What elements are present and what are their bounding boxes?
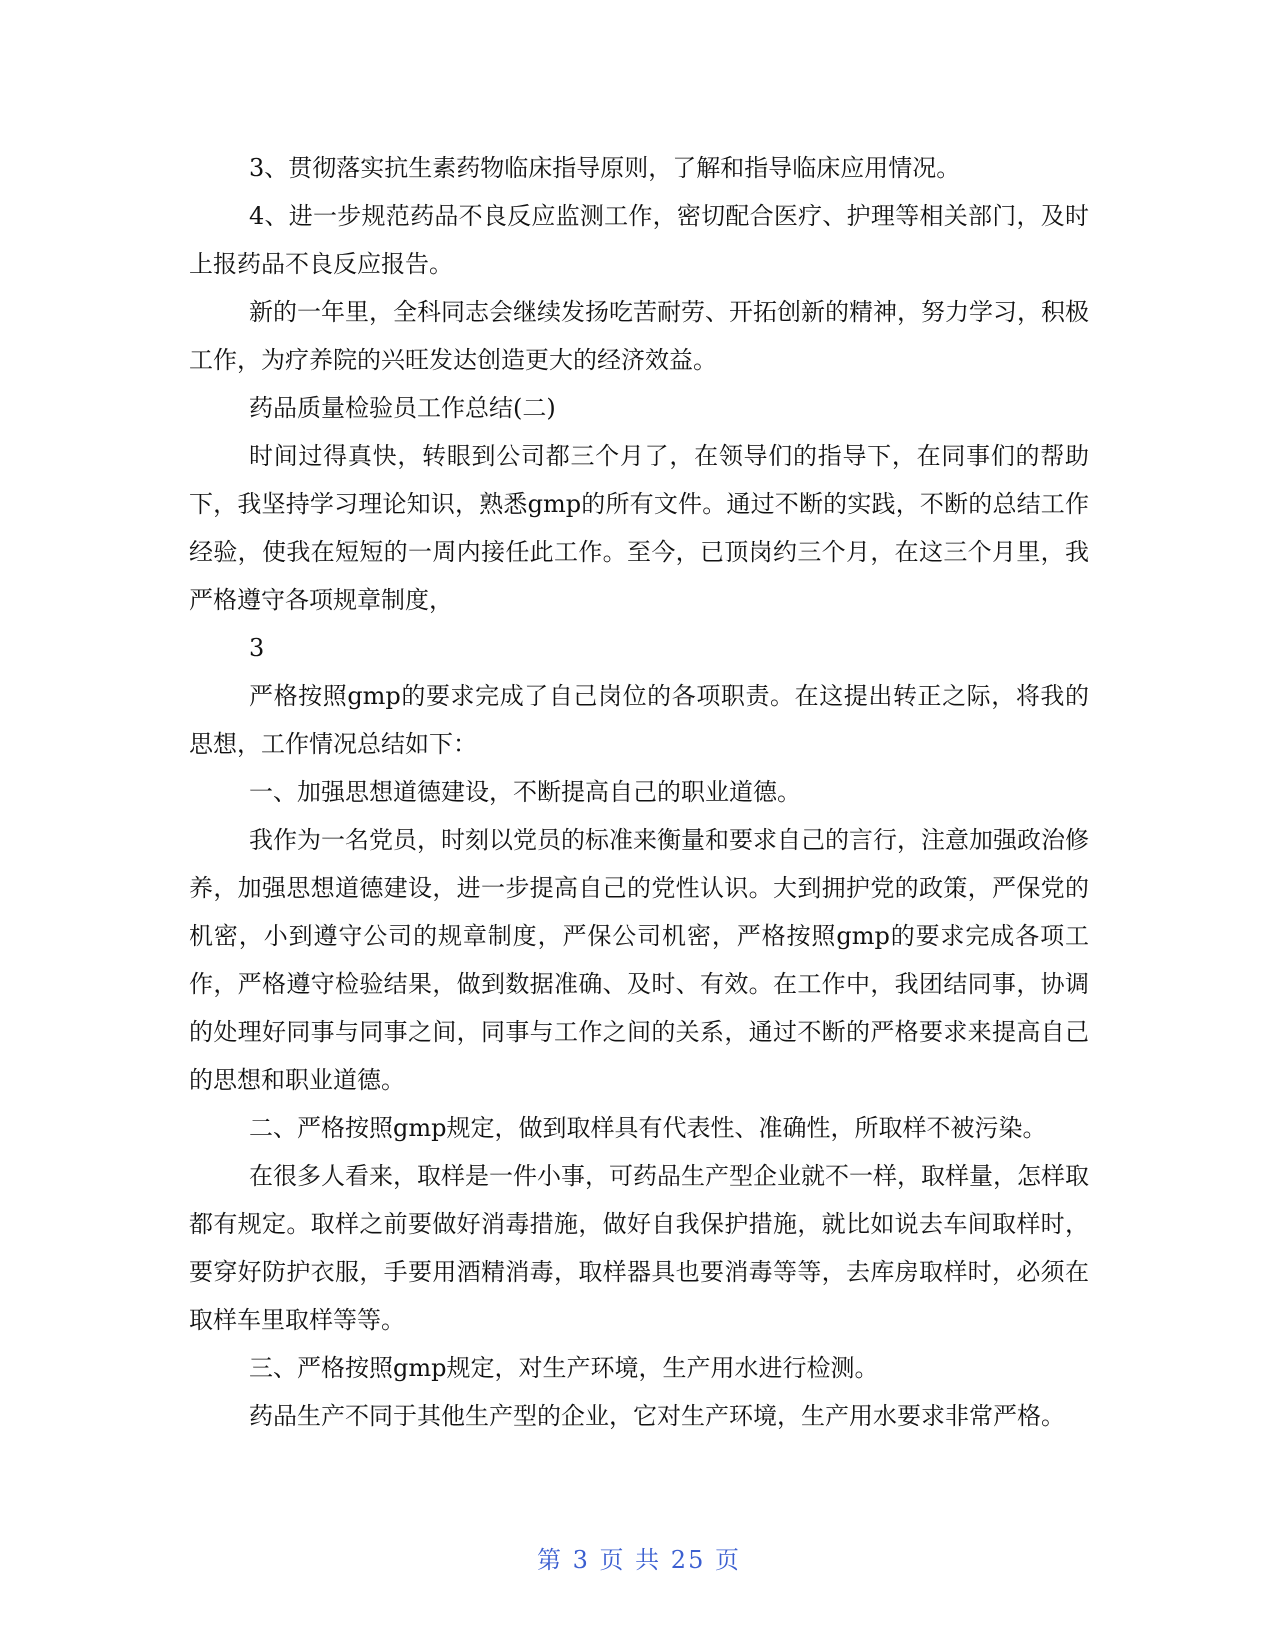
page-number: 第 3 页 共 25 页 — [537, 1546, 741, 1574]
paragraph-intro: 时间过得真快，转眼到公司都三个月了，在领导们的指导下，在同事们的帮助下，我坚持学习理论知识，熟悉gmp的所有文件。通过不断的实践，不断的总结工作经验，使我在短短的一周内接任此工作。至今，已顶岗约三个月，在这三个月里，我严格遵守各项规章制度， — [189, 442, 1089, 614]
paragraph-new-year: 新的一年里，全科同志会继续发扬吃苦耐劳、开拓创新的精神，努力学习，积极工作，为疗养院的兴旺发达创造更大的经济效益。 — [189, 298, 1089, 374]
paragraph-item-3: 3、贯彻落实抗生素药物临床指导原则，了解和指导临床应用情况。 — [249, 154, 961, 182]
paragraph-environment: 药品生产不同于其他生产型的企业，它对生产环境，生产用水要求非常严格。 — [249, 1402, 1065, 1430]
heading-part-3: 三、严格按照gmp规定，对生产环境，生产用水进行检测。 — [249, 1354, 879, 1382]
inline-page-marker: 3 — [249, 634, 265, 662]
paragraph-sampling: 在很多人看来，取样是一件小事，可药品生产型企业就不一样，取样量，怎样取都有规定。取样之前要做好消毒措施，做好自我保护措施，就比如说去车间取样时，要穿好防护衣服，手要用酒精消毒，取样器具也要消毒等等，去库房取样时，必须在取样车里取样等等。 — [189, 1162, 1089, 1334]
paragraph-gmp-duties: 严格按照gmp的要求完成了自己岗位的各项职责。在这提出转正之际，将我的思想，工作情况总结如下： — [189, 682, 1089, 758]
heading-part-1: 一、加强思想道德建设，不断提高自己的职业道德。 — [249, 778, 801, 806]
section-title: 药品质量检验员工作总结(二) — [249, 394, 556, 422]
paragraph-item-4: 4、进一步规范药品不良反应监测工作，密切配合医疗、护理等相关部门，及时上报药品不良反应报告。 — [189, 202, 1089, 278]
document-body — [189, 144, 1089, 1440]
heading-part-2: 二、严格按照gmp规定，做到取样具有代表性、准确性，所取样不被污染。 — [249, 1114, 1047, 1142]
paragraph-party-member: 我作为一名党员，时刻以党员的标准来衡量和要求自己的言行，注意加强政治修养，加强思想道德建设，进一步提高自己的党性认识。大到拥护党的政策，严保党的机密，小到遵守公司的规章制度，严保公司机密，严格按照gmp的要求完成各项工作，严格遵守检验结果，做到数据准确、及时、有效。在工作中，我团结同事，协调的处理好同事与同事之间，同事与工作之间的关系，通过不断的严格要求来提高自己的思想和职业道德。 — [189, 826, 1089, 1094]
